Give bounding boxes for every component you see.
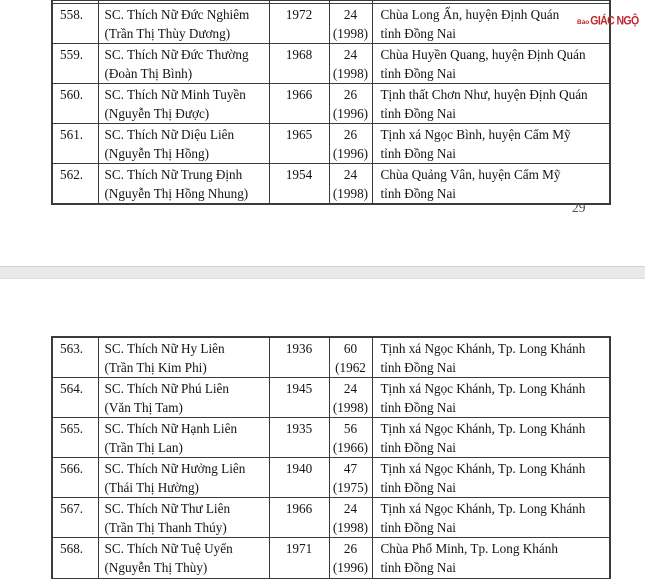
secular-name: (Trần Thị Thùy Dương) <box>104 25 231 41</box>
secular-name: (Nguyễn Thị Thùy) <box>104 560 208 576</box>
cell-index <box>52 418 98 458</box>
birth-year: 1966 <box>285 86 313 102</box>
address-line-2: tỉnh Đồng Nai <box>380 105 456 121</box>
ordination-year: (1996) <box>332 560 369 576</box>
ordination-year: (1966) <box>332 439 369 455</box>
cell-index <box>52 164 98 205</box>
dharma-name: SC. Thích Nữ Đức Nghiêm <box>104 6 250 22</box>
document-page-30 <box>0 279 645 579</box>
cell-name <box>98 164 269 205</box>
age-value: 24 <box>343 46 358 62</box>
cell-index <box>52 337 98 378</box>
cell-birth-year <box>269 44 329 84</box>
secular-name: (Nguyễn Thị Hồng) <box>104 146 210 162</box>
row-index: 559. <box>60 46 84 62</box>
address-line-2: tỉnh Đồng Nai <box>380 65 456 81</box>
cell-name <box>98 458 269 498</box>
ordination-year: (1962 <box>335 359 366 375</box>
age-value: 26 <box>343 86 358 102</box>
address-line-2: tỉnh Đồng Nai <box>380 186 456 202</box>
nuns-register-table-page29 <box>51 0 611 205</box>
address-line-1: Tịnh xá Ngọc Khánh, Tp. Long Khánh <box>380 420 586 436</box>
cell-name <box>98 124 269 164</box>
dharma-name: SC. Thích Nữ Minh Tuyền <box>104 86 246 102</box>
address-line-2: tỉnh Đồng Nai <box>380 560 456 576</box>
address-line-1: Tịnh xá Ngọc Khánh, Tp. Long Khánh <box>380 500 586 516</box>
secular-name: (Văn Thị Tam) <box>104 399 183 415</box>
age-value: 24 <box>343 380 358 396</box>
row-index: 562. <box>60 166 84 182</box>
table-row-568 <box>52 538 610 578</box>
secular-name: (Trần Thị Lan) <box>104 439 183 455</box>
table-row-565 <box>52 418 610 458</box>
row-index: 565. <box>60 420 84 436</box>
cell-name <box>98 418 269 458</box>
watermark-name: GIÁC NGỘ <box>590 14 639 28</box>
address-line-1: Tịnh xá Ngọc Khánh, Tp. Long Khánh <box>380 380 586 396</box>
dharma-name: SC. Thích Nữ Phú Liên <box>104 380 229 396</box>
address-line-1: Chùa Quảng Vân, huyện Cẩm Mỹ <box>380 166 561 182</box>
cell-name <box>98 337 269 378</box>
address-line-2: tỉnh Đồng Nai <box>380 359 456 375</box>
address-line-1: Chùa Long Ẩn, huyện Định Quán <box>380 6 560 22</box>
dharma-name: SC. Thích Nữ Thư Liên <box>104 500 231 516</box>
nuns-register-table-page30 <box>51 336 611 579</box>
cell-address <box>372 84 610 124</box>
secular-name: (Nguyễn Thị Hồng Nhung) <box>104 186 249 202</box>
age-value: 24 <box>343 6 358 22</box>
ordination-year: (1998) <box>332 186 369 202</box>
age-value: 60 <box>343 340 358 356</box>
cell-address <box>372 498 610 538</box>
secular-name: (Trần Thị Kim Phi) <box>104 359 207 375</box>
age-value: 24 <box>343 500 358 516</box>
ordination-year: (1998) <box>332 25 369 41</box>
cell-birth-year <box>269 378 329 418</box>
cell-address <box>372 418 610 458</box>
giac-ngo-watermark-logo <box>577 15 639 27</box>
address-line-2: tỉnh Đồng Nai <box>380 480 456 496</box>
address-line-1: Chùa Phổ Minh, Tp. Long Khánh <box>380 540 558 556</box>
cell-birth-year <box>269 538 329 578</box>
table-row-564 <box>52 378 610 418</box>
table-row-562 <box>52 164 610 205</box>
row-index: 563. <box>60 340 84 356</box>
ordination-year: (1998) <box>332 399 369 415</box>
secular-name: (Trần Thị Thanh Thúy) <box>104 520 227 536</box>
cell-index <box>52 44 98 84</box>
address-line-2: tỉnh Đồng Nai <box>380 439 456 455</box>
cell-name <box>98 498 269 538</box>
cell-birth-year <box>269 84 329 124</box>
cell-index <box>52 538 98 578</box>
birth-year: 1966 <box>285 500 313 516</box>
dharma-name: SC. Thích Nữ Hy Liên <box>104 340 225 356</box>
row-index: 566. <box>60 460 84 476</box>
birth-year: 1945 <box>285 380 313 396</box>
cell-index <box>52 84 98 124</box>
cell-address <box>372 458 610 498</box>
birth-year: 1972 <box>285 6 313 22</box>
row-index: 564. <box>60 380 84 396</box>
table-row-567 <box>52 498 610 538</box>
cell-age <box>329 164 372 205</box>
cell-age <box>329 378 372 418</box>
address-line-1: Tịnh thất Chơn Như, huyện Định Quán <box>380 86 588 102</box>
cell-address <box>372 337 610 378</box>
address-line-1: Chùa Huyền Quang, huyện Định Quán <box>380 46 586 62</box>
page-gap-separator <box>0 266 645 279</box>
birth-year: 1940 <box>285 460 313 476</box>
age-value: 26 <box>343 540 358 556</box>
ordination-year: (1996) <box>332 146 369 162</box>
address-line-2: tỉnh Đồng Nai <box>380 399 456 415</box>
table-row-559 <box>52 44 610 84</box>
row-index: 568. <box>60 540 84 556</box>
page-number: 29 <box>572 200 586 215</box>
address-line-1: Tịnh xá Ngọc Khánh, Tp. Long Khánh <box>380 460 586 476</box>
cell-index <box>52 4 98 44</box>
address-line-2: tỉnh Đồng Nai <box>380 146 456 162</box>
cell-age <box>329 124 372 164</box>
age-value: 26 <box>343 126 358 142</box>
birth-year: 1968 <box>285 46 313 62</box>
cell-age <box>329 498 372 538</box>
cell-name <box>98 84 269 124</box>
secular-name: (Nguyễn Thị Được) <box>104 105 210 121</box>
cell-index <box>52 458 98 498</box>
dharma-name: SC. Thích Nữ Đức Thường <box>104 46 249 62</box>
birth-year: 1935 <box>285 420 313 436</box>
document-page-29 <box>0 0 645 266</box>
row-index: 567. <box>60 500 84 516</box>
cell-address <box>372 378 610 418</box>
cell-name <box>98 378 269 418</box>
row-index: 560. <box>60 86 84 102</box>
cell-birth-year <box>269 164 329 205</box>
cell-birth-year <box>269 458 329 498</box>
secular-name: (Đoàn Thị Bình) <box>104 65 193 81</box>
cell-age <box>329 44 372 84</box>
cell-name <box>98 538 269 578</box>
cell-name <box>98 4 269 44</box>
dharma-name: SC. Thích Nữ Diệu Liên <box>104 126 235 142</box>
cell-age <box>329 418 372 458</box>
cell-age <box>329 4 372 44</box>
cell-index <box>52 124 98 164</box>
age-value: 24 <box>343 166 358 182</box>
cell-address <box>372 44 610 84</box>
cell-birth-year <box>269 4 329 44</box>
table-row-560 <box>52 84 610 124</box>
dharma-name: SC. Thích Nữ Tuệ Uyển <box>104 540 233 556</box>
birth-year: 1954 <box>285 166 313 182</box>
cell-age <box>329 337 372 378</box>
dharma-name: SC. Thích Nữ Trung Định <box>104 166 243 182</box>
table-row-558 <box>52 4 610 44</box>
cell-birth-year <box>269 337 329 378</box>
cell-age <box>329 458 372 498</box>
watermark-prefix: Báo <box>577 18 590 26</box>
birth-year: 1965 <box>285 126 313 142</box>
table-row-561 <box>52 124 610 164</box>
cell-address <box>372 164 610 205</box>
cell-address <box>372 4 610 44</box>
birth-year: 1936 <box>285 340 313 356</box>
address-line-2: tỉnh Đồng Nai <box>380 25 456 41</box>
ordination-year: (1998) <box>332 520 369 536</box>
table-row-563 <box>52 337 610 378</box>
age-value: 47 <box>343 460 358 476</box>
row-index: 561. <box>60 126 84 142</box>
table-row-566 <box>52 458 610 498</box>
cell-age <box>329 84 372 124</box>
cell-birth-year <box>269 124 329 164</box>
cell-index <box>52 378 98 418</box>
age-value: 56 <box>343 420 358 436</box>
address-line-1: Tịnh xá Ngọc Khánh, Tp. Long Khánh <box>380 340 586 356</box>
address-line-1: Tịnh xá Ngọc Bình, huyện Cẩm Mỹ <box>380 126 571 142</box>
ordination-year: (1996) <box>332 105 369 121</box>
address-line-2: tỉnh Đồng Nai <box>380 520 456 536</box>
ordination-year: (1998) <box>332 65 369 81</box>
dharma-name: SC. Thích Nữ Hưởng Liên <box>104 460 246 476</box>
ordination-year: (1975) <box>332 480 369 496</box>
dharma-name: SC. Thích Nữ Hạnh Liên <box>104 420 238 436</box>
cell-index <box>52 498 98 538</box>
cell-address <box>372 538 610 578</box>
cell-age <box>329 538 372 578</box>
cell-birth-year <box>269 498 329 538</box>
birth-year: 1971 <box>285 540 313 556</box>
cell-address <box>372 124 610 164</box>
secular-name: (Thái Thị Hường) <box>104 480 199 496</box>
row-index: 558. <box>60 6 84 22</box>
cell-birth-year <box>269 418 329 458</box>
cell-name <box>98 44 269 84</box>
